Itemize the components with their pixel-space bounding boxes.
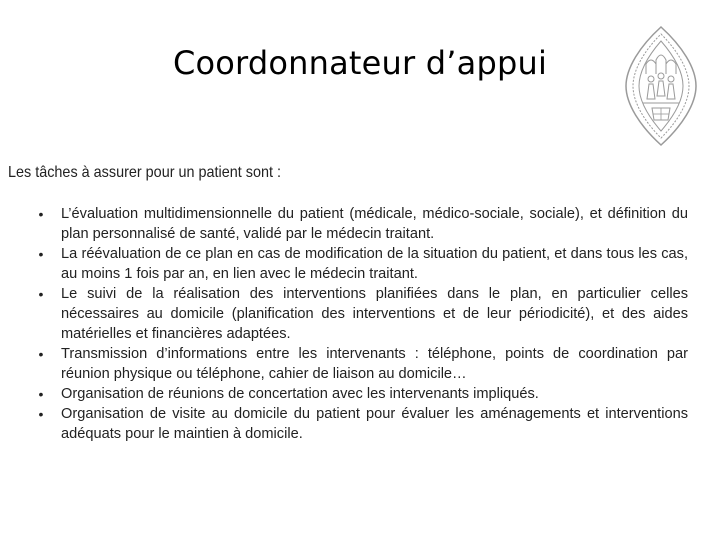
slide-title: Coordonnateur d’appui (172, 44, 548, 82)
list-item (34, 344, 688, 384)
bullet-icon: • (38, 386, 44, 402)
list-item (34, 204, 688, 244)
bullet-icon: • (38, 246, 44, 262)
bullet-icon: • (38, 206, 44, 222)
list-item (34, 284, 688, 344)
list-item (34, 384, 688, 404)
task-text: Transmission d’informations entre les intervenants : téléphone, points de coordination par réunion physique ou téléphone, cahier de liaison au domicile… (61, 346, 688, 382)
task-text: L’évaluation multidimensionnelle du patient (médicale, médico-sociale, sociale), et définition du plan personnalisé de santé, validé par le médecin traitant. (61, 206, 688, 242)
list-item (34, 404, 688, 444)
intro-text: Les tâches à assurer pour un patient sont : (8, 164, 281, 181)
task-text: La réévaluation de ce plan en cas de modification de la situation du patient, et dans tous les cas, au moins 1 fois par an, en lien avec le médecin traitant. (61, 246, 688, 282)
task-text: Le suivi de la réalisation des interventions planifiées dans le plan, en particulier celles nécessaires au domicile (planification des interventions et de leur périodicité), et des aides matérielles et financières adaptées. (61, 286, 688, 342)
list-item (34, 244, 688, 284)
bullet-icon: • (38, 346, 44, 362)
task-list (34, 204, 688, 444)
task-text: Organisation de réunions de concertation avec les intervenants impliqués. (61, 386, 539, 402)
bullet-icon: • (38, 406, 44, 422)
task-text: Organisation de visite au domicile du patient pour évaluer les aménagements et interventions adéquats pour le maintien à domicile. (61, 406, 688, 442)
seal-emblem-icon (622, 24, 700, 148)
bullet-icon: • (38, 286, 44, 302)
